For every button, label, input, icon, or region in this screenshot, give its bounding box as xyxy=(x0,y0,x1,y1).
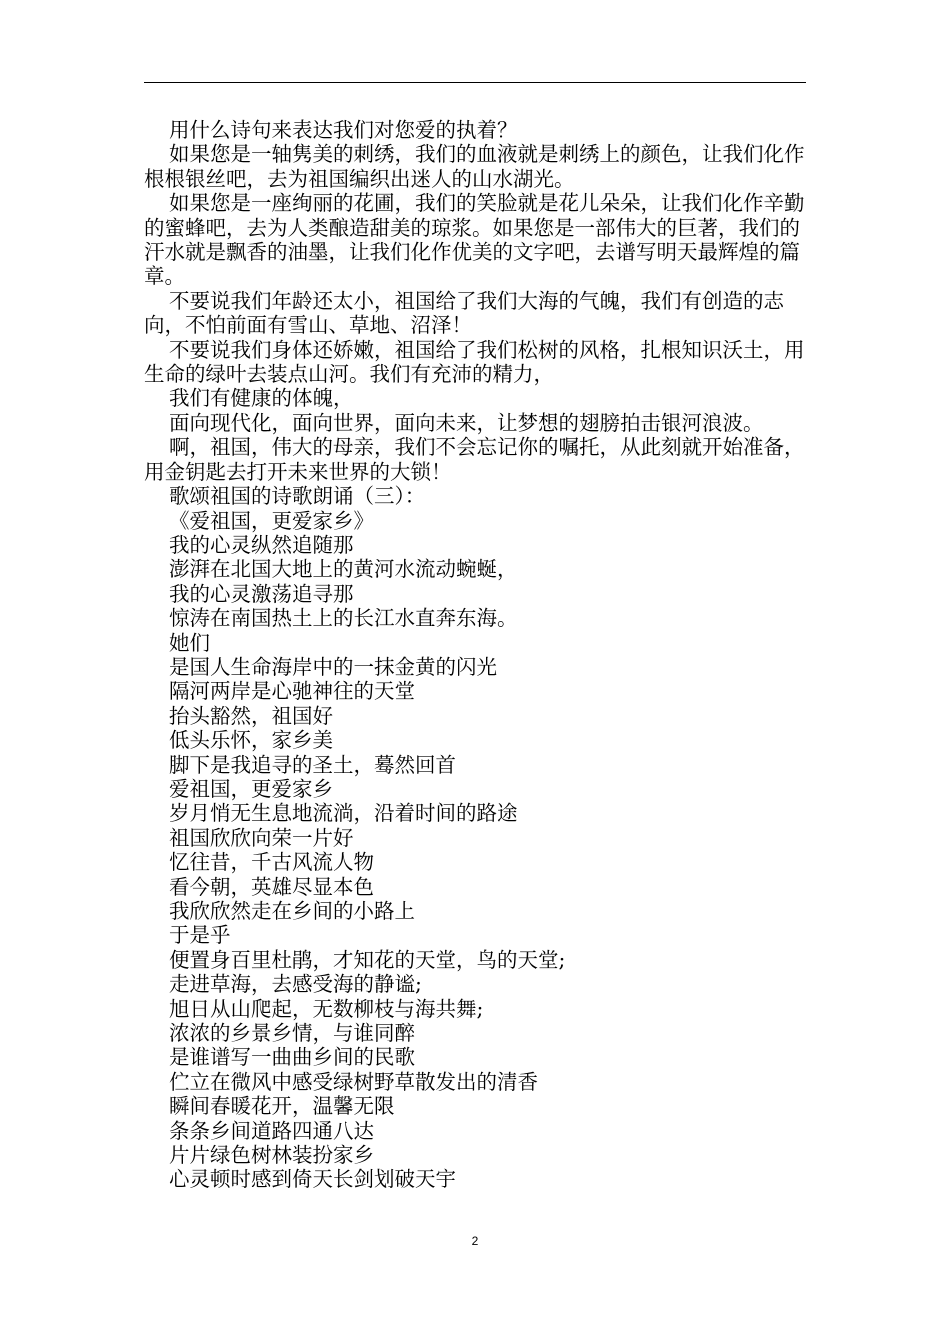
section-heading: 歌颂祖国的诗歌朗诵（三）： xyxy=(169,484,426,509)
poem-line: 祖国欣欣向荣一片好 xyxy=(169,825,354,850)
poem-line: 旭日从山爬起，无数柳枝与海共舞; xyxy=(169,996,484,1021)
poem-line: 岁月悄无生息地流淌，沿着时间的路途 xyxy=(169,801,518,826)
document-body xyxy=(144,118,808,1192)
poem-line: 忆往昔，千古风流人物 xyxy=(169,850,374,875)
poem-line: 抬头豁然，祖国好 xyxy=(169,703,333,728)
paragraph: 如果您是一轴隽美的刺绣，我们的血液就是刺绣上的颜色，让我们化作根根银丝吧，去为祖国编织出迷人的山水湖光。 xyxy=(144,142,805,191)
poem-line: 是谁谱写一曲曲乡间的民歌 xyxy=(169,1045,415,1070)
poem-line: 我的心灵激荡追寻那 xyxy=(169,581,354,606)
poem-line: 她们 xyxy=(169,630,210,655)
paragraph: 不要说我们年龄还太小，祖国给了我们大海的气魄，我们有创造的志向，不怕前面有雪山、草地、沼泽！ xyxy=(144,288,784,338)
poem-line: 低头乐怀，家乡美 xyxy=(169,728,333,753)
poem-line: 走进草海，去感受海的静谧; xyxy=(169,972,422,997)
page-number: 2 xyxy=(471,1234,479,1248)
poem-line: 心灵顿时感到倚天长剑划破天宇 xyxy=(169,1167,456,1192)
poem-line: 于是乎 xyxy=(169,923,231,948)
poem-line: 脚下是我追寻的圣土，蓦然回首 xyxy=(169,752,456,777)
poem-line: 伫立在微风中感受绿树野草散发出的清香 xyxy=(169,1069,538,1094)
paragraph: 我们有健康的体魄， xyxy=(169,386,354,411)
paragraph: 用什么诗句来表达我们对您爱的执着？ xyxy=(169,118,518,142)
poem-line: 片片绿色树林装扮家乡 xyxy=(169,1143,374,1168)
paragraph: 如果您是一座绚丽的花圃，我们的笑脸就是花儿朵朵，让我们化作辛勤的蜜蜂吧，去为人类酿造甜美的琼浆。如果您是一部伟大的巨著，我们的汗水就是飘香的油墨，让我们化作优美的文字吧，去谱写明天最辉煌的篇章。 xyxy=(144,191,805,289)
poem-line: 瞬间春暖花开，温馨无限 xyxy=(169,1094,395,1119)
poem-line: 便置身百里杜鹃，才知花的天堂，鸟的天堂; xyxy=(169,947,566,972)
paragraph: 啊，祖国，伟大的母亲，我们不会忘记你的嘱托，从此刻就开始准备，用金钥匙去打开未来世界的大锁！ xyxy=(144,435,805,484)
poem-line: 是国人生命海岸中的一抹金黄的闪光 xyxy=(169,654,497,679)
poem-title: 《爱祖国，更爱家乡》 xyxy=(169,508,374,533)
header-rule xyxy=(144,82,806,83)
poem-line: 看今朝，英雄尽显本色 xyxy=(169,874,374,899)
poem-line: 浓浓的乡景乡情，与谁同醉 xyxy=(169,1021,415,1046)
poem-line: 我的心灵纵然追随那 xyxy=(169,532,354,557)
poem-line: 惊涛在南国热土上的长江水直奔东海。 xyxy=(169,606,518,631)
poem-line: 爱祖国，更爱家乡 xyxy=(169,776,333,801)
poem-line: 澎湃在北国大地上的黄河水流动蜿蜒， xyxy=(169,557,518,582)
poem-line: 我欣欣然走在乡间的小路上 xyxy=(169,899,415,923)
paragraph: 面向现代化，面向世界，面向未来，让梦想的翅膀拍击银河浪波。 xyxy=(169,410,764,435)
poem-line: 条条乡间道路四通八达 xyxy=(169,1118,374,1143)
poem-line: 隔河两岸是心驰神往的天堂 xyxy=(169,679,415,704)
paragraph: 不要说我们身体还娇嫩，祖国给了我们松树的风格，扎根知识沃土，用生命的绿叶去装点山河。我们有充沛的精力， xyxy=(144,337,805,387)
